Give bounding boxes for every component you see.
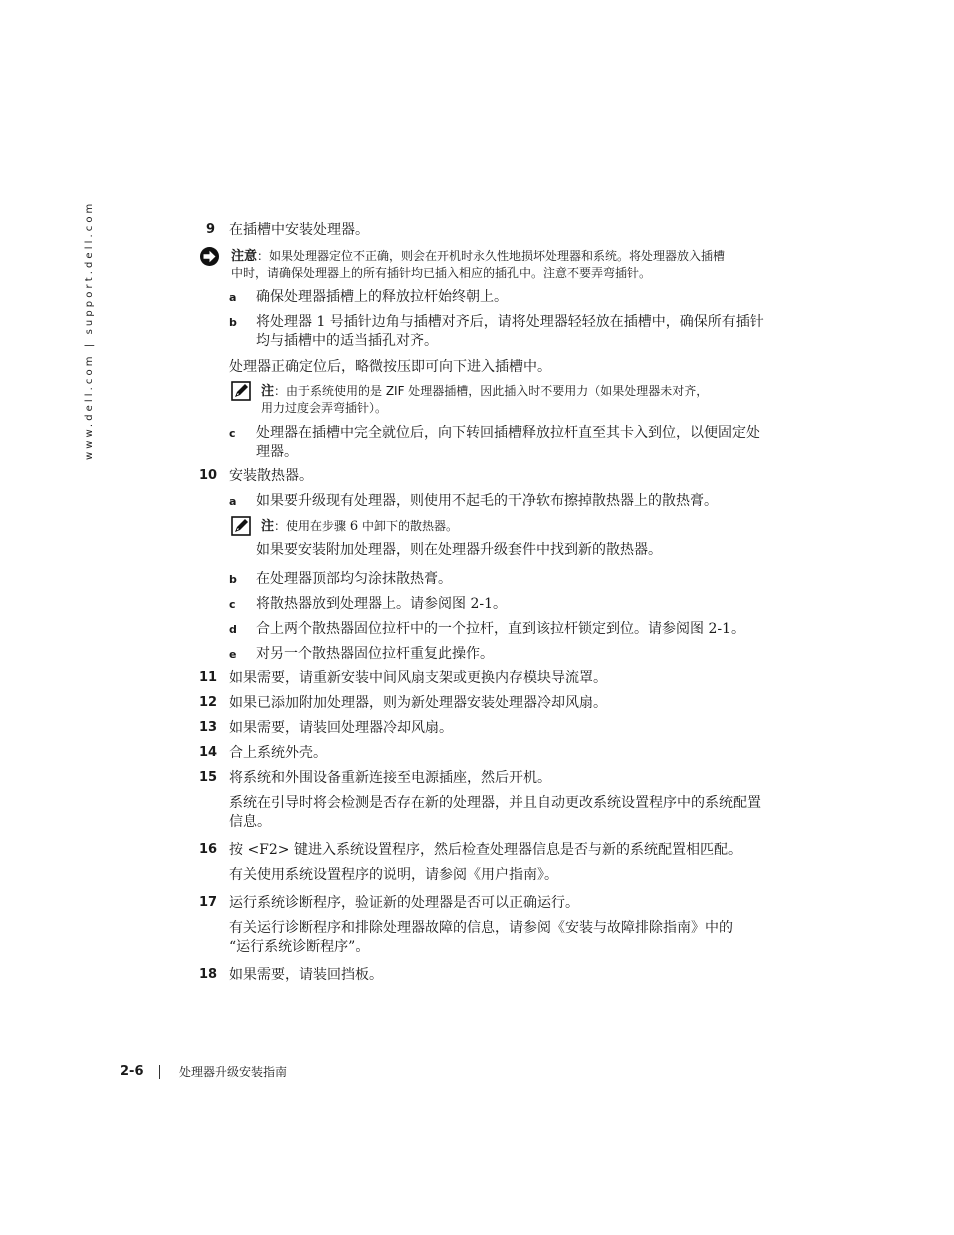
substep-text: 合上两个散热器固位拉杆中的一个拉杆，直到该拉杆锁定到位。请参阅图 2-1。 [256,621,745,637]
note-line-1: ：由于系统使用的是 ZIF 处理器插槽，因此插入时不要用力（如果处理器未对齐， [274,384,709,398]
note-pencil-icon [231,516,251,536]
notice-line-2: 中时，请确保处理器上的所有插针均已插入相应的插孔中。注意不要弄弯插针。 [231,266,652,280]
note-text-prefix: ：使用在步骤 [274,519,350,533]
note-pencil-icon [231,381,251,401]
substep-letter: c [229,598,236,611]
footer-title: 处理器升级安装指南 [179,1065,288,1079]
step-text: 按 <F2> 键进入系统设置程序，然后检查处理器信息是否与新的系统配置相匹配。 [229,842,742,858]
note-text [261,518,458,535]
page-number: 2-6 [120,1064,144,1079]
note-line-2: 用力过度会弄弯插针）。 [261,401,388,415]
step-number: 15 [199,770,218,785]
paragraph: 如果要安装附加处理器，则在处理器升级套件中找到新的散热器。 [256,542,662,558]
substep-letter: a [229,291,237,304]
note-step-ref: 6 [349,519,359,534]
substep-text: 如果要升级现有处理器，则使用不起毛的干净软布擦掉散热器上的散热膏。 [256,493,718,509]
paragraph-line-2: “运行系统诊断程序”。 [229,939,370,955]
substep-text: 确保处理器插槽上的释放拉杆始终朝上。 [256,289,508,305]
step-number: 18 [199,967,218,982]
step-text: 如果需要，请装回挡板。 [229,967,383,983]
step-number: 11 [199,670,218,685]
note-text-suffix: 中卸下的散热器。 [358,519,458,533]
footer-divider [159,1065,160,1079]
substep-text-line-2: 均与插槽中的适当插孔对齐。 [256,333,438,349]
paragraph-line-1: 系统在引导时将会检测是否存在新的处理器，并且自动更改系统设置程序中的系统配置 [229,795,761,811]
paragraph-line-1: 有关运行诊断程序和排除处理器故障的信息，请参阅《安装与故障排除指南》中的 [229,920,733,936]
notice-label: 注意 [231,249,258,264]
step-number: 16 [199,842,218,857]
step-number: 13 [199,720,218,735]
substep-text-line-2: 理器。 [256,444,298,460]
notice-arrow-icon [199,246,220,267]
substep-letter: d [229,623,237,636]
step-text: 运行系统诊断程序，验证新的处理器是否可以正确运行。 [229,895,579,911]
step-number: 10 [199,468,218,483]
substep-letter: b [229,573,237,586]
notice-text [231,248,725,282]
substep-letter: b [229,316,237,329]
step-text: 如果需要，请重新安装中间风扇支架或更换内存模块导流罩。 [229,670,607,686]
step-text: 合上系统外壳。 [229,745,327,761]
step-number: 14 [199,745,218,760]
substep-text-line-1: 处理器在插槽中完全就位后，向下转回插槽释放拉杆直至其卡入到位，以便固定处 [256,425,760,441]
note-label: 注 [261,384,275,399]
substep-letter: a [229,495,237,508]
step-number: 9 [206,222,216,237]
step-text: 将系统和外围设备重新连接至电源插座，然后开机。 [229,770,551,786]
step-number: 17 [199,895,218,910]
substep-text: 对另一个散热器固位拉杆重复此操作。 [256,646,494,662]
step-text: 如果已添加附加处理器，则为新处理器安装处理器冷却风扇。 [229,695,607,711]
step-text: 在插槽中安装处理器。 [229,222,369,238]
substep-text: 将散热器放到处理器上。请参阅图 2-1。 [256,596,507,612]
paragraph-line-2: 信息。 [229,814,271,830]
notice-line-1: ：如果处理器定位不正确，则会在开机时永久性地损坏处理器和系统。将处理器放入插槽 [257,249,726,263]
side-url: www.dell.com | support.dell.com [84,200,95,460]
step-text: 安装散热器。 [229,468,313,484]
substep-letter: c [229,427,236,440]
substep-text-line-1: 将处理器 1 号插针边角与插槽对齐后，请将处理器轻轻放在插槽中，确保所有插针 [256,314,764,330]
note-text [261,383,708,417]
substep-letter: e [229,648,237,661]
note-label: 注 [261,519,275,534]
step-number: 12 [199,695,218,710]
paragraph: 处理器正确定位后，略微按压即可向下进入插槽中。 [229,359,551,375]
step-text: 如果需要，请装回处理器冷却风扇。 [229,720,453,736]
substep-text: 在处理器顶部均匀涂抹散热膏。 [256,571,452,587]
paragraph: 有关使用系统设置程序的说明，请参阅《用户指南》。 [229,867,558,883]
